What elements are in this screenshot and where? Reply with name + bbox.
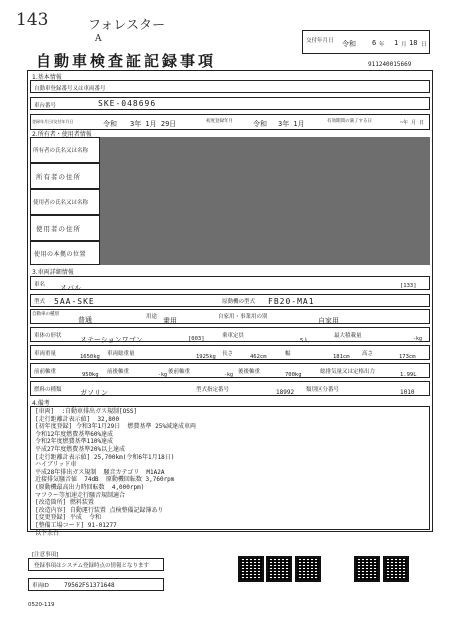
fuel-value: ガソリン (80, 389, 108, 397)
remarks-line: [走行距離計表示値] 25,700km(令和6年1月18日) (35, 453, 175, 461)
model-label: 型式 (34, 299, 46, 305)
handwritten-name: フォレスター (88, 18, 165, 33)
gross-label: 車両総重量 (107, 351, 135, 357)
owner-addr-label: 所有者の住所 (36, 173, 81, 181)
height-label: 高さ (362, 351, 374, 357)
weight-value: 1650kg (80, 354, 100, 360)
width-label: 幅 (285, 351, 291, 357)
remarks-line: 近接排気騒音値 74dB 原動機回転数 3,760rpm (35, 476, 175, 484)
capacity-label: 乗車定員 (222, 333, 245, 339)
issue-month-unit: 月 (401, 42, 407, 48)
fr-value: -kg (158, 372, 168, 378)
chassis-value: SKE-048696 (98, 99, 157, 108)
redaction-block (100, 137, 430, 265)
typeapp-value: 18992 (276, 389, 295, 396)
gross-value: 1925kg (196, 354, 216, 360)
issue-era: 令和 (342, 40, 356, 48)
body-code: [003] (188, 336, 205, 342)
qr-code-1 (238, 556, 264, 582)
fuel-label: 燃料の種類 (34, 387, 62, 393)
use-value: 乗用 (163, 317, 177, 325)
maxload-label: 最大積載量 (334, 333, 362, 339)
height-value: 173cm (399, 354, 416, 360)
rf-label: 後前軸重 (168, 369, 191, 375)
first-reg-label: 登録年月日/交付年月日 (32, 119, 74, 124)
qr-code-4 (354, 556, 380, 582)
width-value: 181cm (333, 354, 350, 360)
purpose-value: 自家用 (318, 317, 339, 325)
issue-month: 1 (394, 39, 399, 47)
engine-label: 原動機の型式 (222, 299, 256, 305)
remarks-line: 令和12年度燃費基準60%達成 (35, 430, 114, 438)
engine-value: FB20-MA1 (268, 297, 315, 306)
base-label: 使用の本拠の位置 (34, 251, 87, 258)
disp-value: 1.99L (400, 372, 417, 378)
issue-date-label: 交付年月日 (306, 38, 334, 44)
length-value: 462cm (250, 354, 267, 360)
remarks-line: [改造箇所] 燃料装置 (35, 499, 94, 507)
reg-number-label: 自動車登録番号又は車両番号 (34, 86, 106, 92)
body-value: ステーションワゴン (80, 336, 143, 344)
maker-row (30, 276, 430, 290)
remarks-line: 平成27年度燃費基準20%以上達成 (35, 445, 126, 453)
remarks-line: マフラー等加速走行騒音規制適合 (35, 491, 126, 499)
use-label: 用途 (146, 314, 158, 320)
issue-day-unit: 日 (421, 42, 427, 48)
first-type-era: 令和 (253, 120, 267, 128)
remarks-line: [車両] :自動車排出ガス規制[OSS] (35, 408, 138, 415)
user-name-label: 使用者の氏名又は名称 (33, 200, 89, 206)
document-number: 911240015669 (368, 61, 412, 68)
section-remarks: 4.備考 (32, 400, 50, 407)
body-label: 車体の形状 (34, 333, 62, 339)
issue-year-unit: 年 (379, 42, 385, 48)
expiry-label: 有効期間の満了する日 (327, 119, 372, 124)
remarks-text (35, 408, 196, 537)
chassis-row (30, 97, 430, 110)
owner-name-label: 所有者の氏名又は名称 (33, 148, 89, 154)
remarks-line: [改造内容] 自動運行装置 点検整備記録簿あり (35, 506, 164, 514)
maker-code: [133] (400, 283, 417, 289)
model-value: 5AA-SKE (54, 297, 95, 306)
maxload-value: -kg (413, 336, 423, 342)
chassis-label: 車台番号 (34, 103, 57, 109)
remarks-line: 平成28年排出ガス規制 騒音カテゴリ M1A2A (35, 468, 165, 476)
ff-value: 950kg (82, 372, 99, 378)
id-label: 車両ID (32, 583, 49, 589)
handwritten-mark: A (95, 34, 102, 44)
section-vehicle: 3.車両詳細情報 (32, 269, 74, 276)
remarks-line: 以下余白 (35, 529, 60, 537)
fr-label: 前後軸重 (107, 369, 130, 375)
capacity-value: 5人 (300, 338, 309, 344)
section-basic: 1.基本情報 (32, 74, 62, 81)
kind-label: 自動車の種別 (32, 312, 59, 317)
first-reg-era: 令和 (103, 120, 117, 128)
notice-text: 登録事項はシステム登録時点の情報となります (34, 563, 149, 569)
footer-code: 0520-119 (28, 602, 55, 608)
expiry-value: ~年 月 日 (400, 120, 425, 126)
maker-value: スバル (60, 284, 81, 292)
cat-value: 1010 (400, 389, 415, 396)
length-label: 長さ (222, 351, 234, 357)
remarks-line: [変更登録] 平成 令和 (35, 514, 102, 522)
handwritten-number: 143 (16, 10, 49, 30)
section-owner: 2.所有者・使用者情報 (32, 131, 92, 138)
purpose-label: 自家用・事業用の別 (218, 314, 268, 320)
rf-value: -kg (224, 372, 234, 378)
first-reg-date: 3年 1月 29日 (130, 120, 177, 128)
qr-code-3 (295, 556, 321, 582)
remarks-line: 令和2年度燃費基準110%達成 (35, 438, 114, 446)
remarks-line: (原動機最高出力時回転数 4,000rpm) (35, 483, 145, 491)
cat-label: 類別区分番号 (306, 387, 340, 393)
first-type-label: 初度登録年月 (206, 119, 233, 124)
rr-label: 後後軸重 (238, 369, 261, 375)
rr-value: 700kg (285, 372, 302, 378)
id-value: 79562FS1371648 (64, 582, 115, 589)
user-addr-label: 使用者の住所 (36, 225, 81, 233)
issue-year: 6 (372, 39, 377, 47)
weight-label: 車両重量 (34, 351, 57, 357)
issue-day: 18 (409, 39, 418, 47)
ff-label: 前前軸重 (34, 369, 57, 375)
kind-value: 普通 (78, 316, 92, 324)
first-type-date: 3年 1月 (278, 120, 305, 128)
document-title: 自動車検査証記録事項 (36, 52, 217, 70)
remarks-line: [走行距離計表示値] 32,800 (35, 415, 120, 423)
remarks-line: [初年度登録] 令和3年1月29日 燃費基準 25%減達成車両 (35, 423, 196, 431)
disp-label: 総排気量又は定格出力 (320, 369, 376, 375)
qr-code-5 (383, 556, 409, 582)
typeapp-label: 型式指定番号 (196, 387, 230, 393)
notice-label: [注意事項] (32, 552, 59, 558)
maker-label: 車名 (34, 282, 46, 288)
qr-code-2 (266, 556, 292, 582)
remarks-line: ハイブリッド車 (35, 461, 77, 469)
remarks-line: [整備工場コード] 91-01277 (35, 521, 117, 529)
